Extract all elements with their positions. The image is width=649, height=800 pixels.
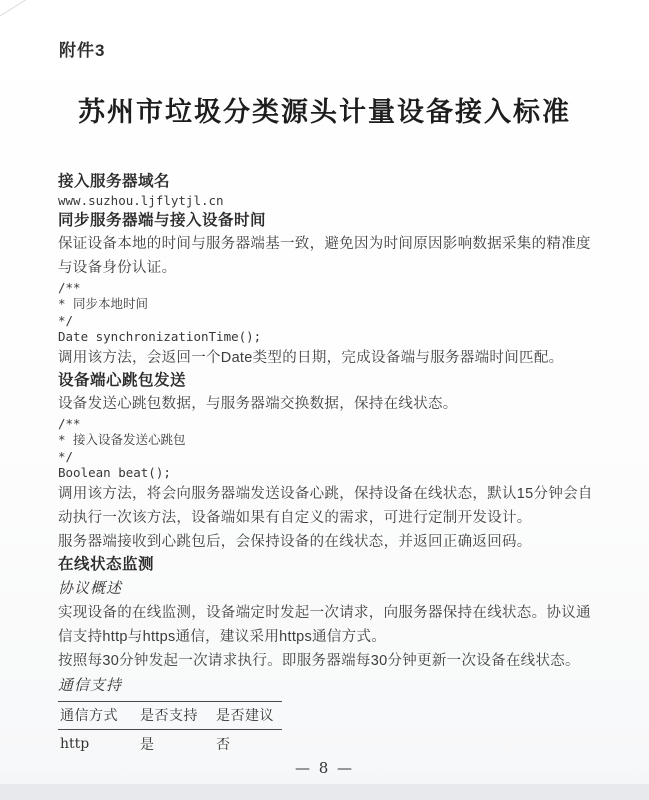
paragraph-server-response: 服务器端接收到心跳包后，会保持设备的在线状态，并返回正确返回码。: [58, 533, 532, 550]
code-sync-method: Date synchronizationTime();: [58, 329, 262, 344]
paragraph-request-interval: 按照每30分钟发起一次请求执行。即服务器端每30分钟更新一次设备在线状态。: [58, 652, 580, 669]
paragraph-heartbeat-intro: 设备发送心跳包数据，与服务器端交换数据，保持在线状态。: [58, 395, 458, 412]
heading-online-monitoring: 在线状态监测: [58, 555, 155, 573]
code-comment-open-1: /**: [58, 279, 81, 295]
table-row-http: [58, 729, 282, 757]
code-comment-close-1: */: [58, 312, 74, 328]
paragraph-protocol-overview: 实现设备的在线监测，设备端定时发起一次请求，向服务器保持在线状态。协议通信支持http与https通信，建议采用https通信方式。: [58, 604, 591, 645]
table-cell-supported: 是: [140, 735, 154, 752]
scan-corner-artifact: [0, 0, 34, 23]
paragraph-beat-method-desc: 调用该方法，将会向服务器端发送设备心跳，保持设备在线状态，默认15分钟会自动执行一次该方法，设备端如果有自定义的需求，可进行定制开发设计。: [58, 485, 593, 526]
scan-bottom-edge: [0, 784, 649, 800]
table-cell-method: http: [60, 735, 90, 752]
code-comment-heartbeat: * 接入设备发送心跳包: [58, 432, 186, 447]
heading-server-domain: 接入服务器域名: [58, 173, 171, 190]
table-header-suggested: 是否建议: [214, 701, 282, 729]
heading-time-sync: 同步服务器端与接入设备时间: [58, 211, 267, 229]
code-comment-sync-time: * 同步本地时间: [58, 296, 149, 311]
subheading-protocol-overview: 协议概述: [58, 578, 123, 597]
paragraph-sync-method-desc: 调用该方法，会返回一个Date类型的日期，完成设备端与服务器端时间匹配。: [58, 349, 564, 366]
subheading-comm-support: 通信支持: [58, 675, 123, 694]
page-number: — 8 —: [294, 759, 355, 777]
attachment-label: 附件3: [59, 41, 106, 60]
code-comment-open-2: /**: [58, 415, 81, 431]
server-domain-url: www.suzhou.ljflytjl.cn: [58, 193, 224, 208]
document-body: [58, 171, 595, 757]
table-header-row: [58, 701, 282, 729]
code-comment-close-2: */: [58, 448, 74, 464]
heading-heartbeat: 设备端心跳包发送: [58, 371, 187, 389]
communication-support-table: [58, 701, 282, 757]
table-header-supported: 是否支持: [138, 701, 214, 729]
table-header-method: 通信方式: [58, 701, 138, 729]
page-title: 苏州市垃圾分类源头计量设备接入标准: [78, 97, 571, 128]
table-cell-suggested: 否: [216, 735, 230, 752]
code-beat-method: Boolean beat();: [58, 465, 171, 480]
paragraph-time-sync: 保证设备本地的时间与服务器端基一致，避免因为时间原因影响数据采集的精准度与设备身份认证。: [58, 235, 591, 276]
